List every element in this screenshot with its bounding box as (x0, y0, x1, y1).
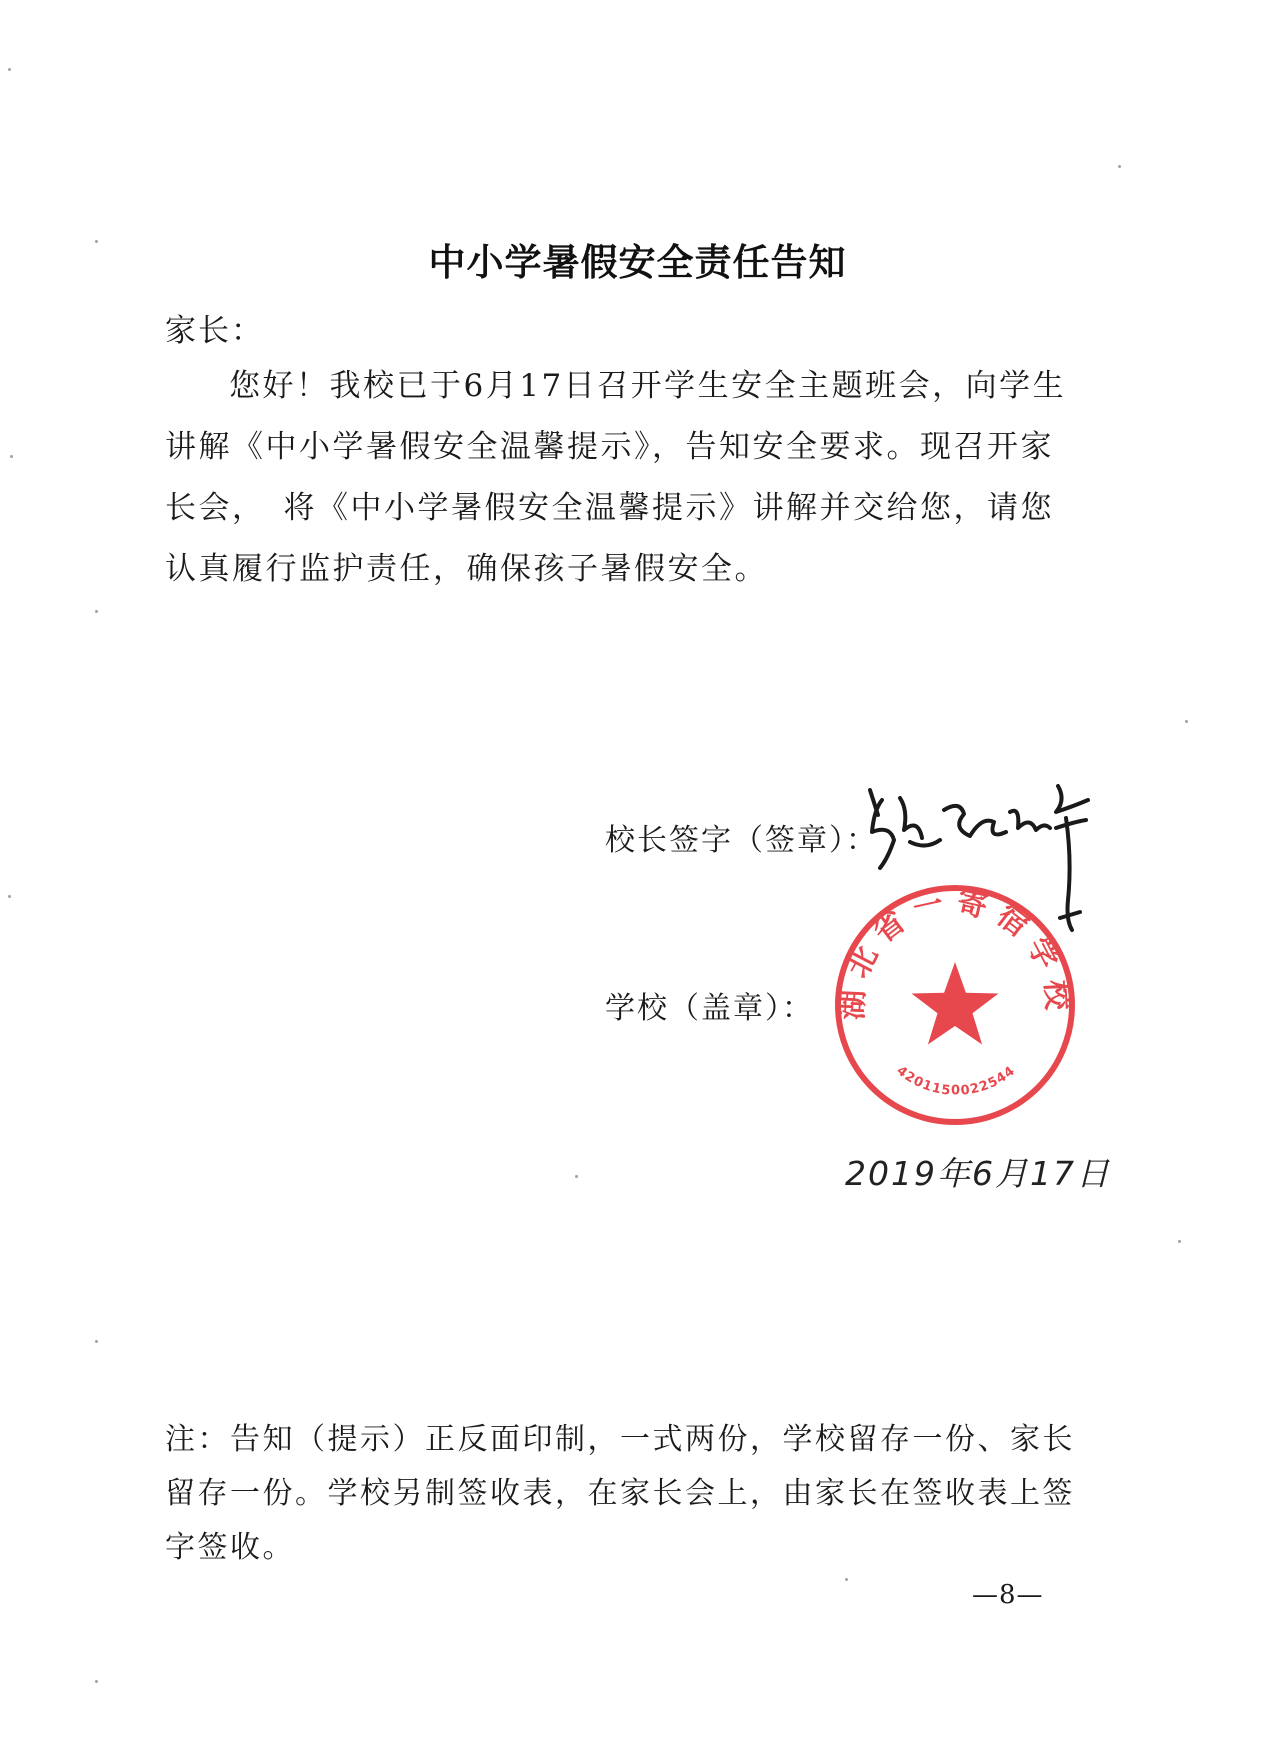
principal-signature-label: 校长签字（签章）： (605, 823, 878, 858)
salutation: 家长： (165, 313, 264, 349)
scan-speck (95, 1680, 98, 1683)
scan-speck (95, 610, 98, 613)
school-seal-label: 学校（盖章）： (605, 991, 814, 1026)
body-text (165, 356, 1085, 600)
scan-speck (8, 895, 11, 898)
body-paragraph: 您好！我校已于6月17日召开学生安全主题班会，向学生讲解《中小学暑假安全温馨提示》，告知安全要求。现召开家长会， 将《中小学暑假安全温馨提示》讲解并交给您，请您认真履行监护责任，确保孩子暑假安全。 (165, 368, 1067, 587)
footnote: 注：告知（提示）正反面印制，一式两份，学校留存一份、家长留存一份。学校另制签收表，在家长会上，由家长在签收表上签字签收。 (165, 1422, 1075, 1565)
scan-speck (1185, 720, 1188, 723)
page-number: —8— (972, 1580, 1044, 1610)
svg-text:4201150022544 (894, 1063, 1019, 1098)
document-title: 中小学暑假安全责任告知 (428, 241, 847, 284)
scan-speck (1178, 1240, 1181, 1243)
scan-speck (1118, 165, 1121, 168)
scan-speck (95, 1340, 98, 1343)
seal-text: 湖北省一寄宿学校 (835, 884, 1075, 1021)
scan-speck (95, 240, 98, 243)
scan-speck (8, 68, 11, 71)
seal-number: 4201150022544 (893, 1063, 1019, 1099)
document-date: 2019年6月17日 (845, 1154, 1111, 1193)
school-seal (830, 880, 1080, 1130)
scan-speck (10, 455, 13, 458)
scan-speck (575, 1175, 578, 1178)
scan-speck (845, 1578, 848, 1581)
